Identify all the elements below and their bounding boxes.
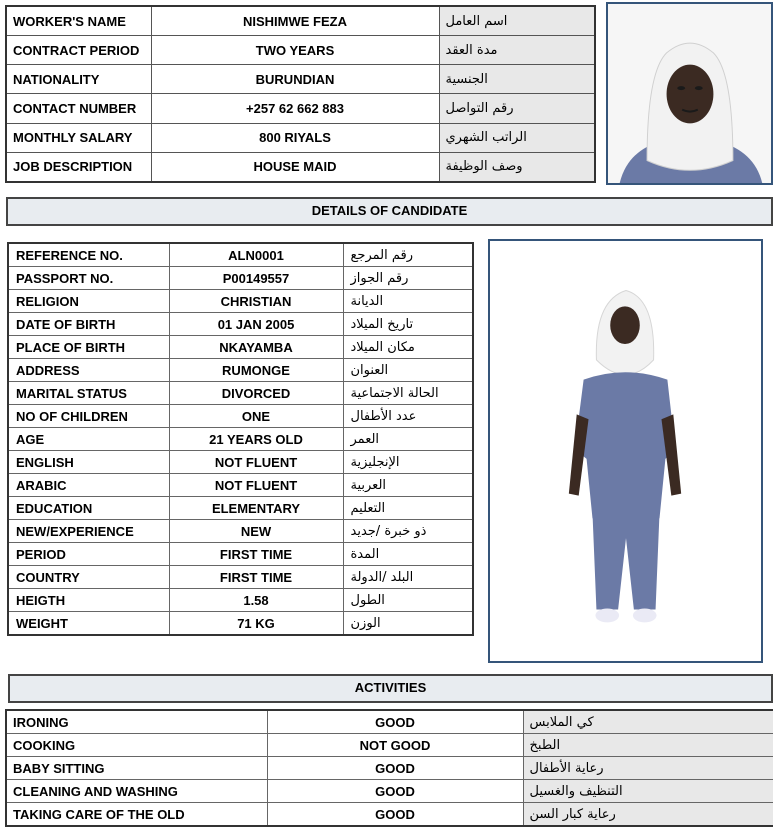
candidate-row-value: 71 KG — [169, 612, 343, 636]
activity-row — [6, 757, 773, 780]
candidate-row — [8, 336, 473, 359]
candidate-row-arabic-label: رقم المرجع — [343, 243, 473, 267]
candidate-row-value: NEW — [169, 520, 343, 543]
candidate-row — [8, 497, 473, 520]
candidate-row-arabic-label: العمر — [343, 428, 473, 451]
candidate-row — [8, 405, 473, 428]
candidate-row-label: PLACE OF BIRTH — [8, 336, 169, 359]
activity-row-arabic-label: الطبخ — [523, 734, 773, 757]
worker-row-value: TWO YEARS — [151, 36, 439, 65]
candidate-row-arabic-label: رقم الجواز — [343, 267, 473, 290]
worker-row-value: HOUSE MAID — [151, 152, 439, 182]
worker-row-value: 800 RIYALS — [151, 123, 439, 152]
candidate-row-label: ADDRESS — [8, 359, 169, 382]
activity-row — [6, 710, 773, 734]
candidate-row-value: ALN0001 — [169, 243, 343, 267]
candidate-row — [8, 589, 473, 612]
candidate-row-value: FIRST TIME — [169, 566, 343, 589]
candidate-row-value: ELEMENTARY — [169, 497, 343, 520]
candidate-row-value: 21 YEARS OLD — [169, 428, 343, 451]
activity-row-value: NOT GOOD — [267, 734, 523, 757]
worker-row-arabic-label: الراتب الشهري — [439, 123, 595, 152]
worker-row-arabic-label: مدة العقد — [439, 36, 595, 65]
candidate-row — [8, 267, 473, 290]
activity-row-value: GOOD — [267, 710, 523, 734]
candidate-row-label: MARITAL STATUS — [8, 382, 169, 405]
activity-row — [6, 734, 773, 757]
activities-table — [5, 709, 773, 827]
activity-row-value: GOOD — [267, 757, 523, 780]
activity-row-label: CLEANING AND WASHING — [6, 780, 267, 803]
worker-row — [6, 36, 595, 65]
candidate-row — [8, 428, 473, 451]
candidate-row-value: 01 JAN 2005 — [169, 313, 343, 336]
candidate-row-label: AGE — [8, 428, 169, 451]
worker-row-label: JOB DESCRIPTION — [6, 152, 151, 182]
candidate-row-arabic-label: البلد /الدولة — [343, 566, 473, 589]
worker-row-arabic-label: رقم التواصل — [439, 94, 595, 123]
candidate-row-arabic-label: عدد الأطفال — [343, 405, 473, 428]
candidate-row-label: NO OF CHILDREN — [8, 405, 169, 428]
worker-row-value: +257 62 662 883 — [151, 94, 439, 123]
candidate-row-label: PERIOD — [8, 543, 169, 566]
activity-row — [6, 780, 773, 803]
activity-row-value: GOOD — [267, 803, 523, 827]
candidate-row-label: ENGLISH — [8, 451, 169, 474]
activity-row-arabic-label: رعاية الأطفال — [523, 757, 773, 780]
activity-row-label: IRONING — [6, 710, 267, 734]
full-body-photo — [488, 239, 763, 663]
candidate-row-arabic-label: المدة — [343, 543, 473, 566]
worker-row-label: WORKER'S NAME — [6, 6, 151, 36]
candidate-row — [8, 359, 473, 382]
candidate-row-label: ARABIC — [8, 474, 169, 497]
activity-row-value: GOOD — [267, 780, 523, 803]
activity-row-label: COOKING — [6, 734, 267, 757]
candidate-details-table — [7, 242, 474, 636]
worker-row-label: CONTACT NUMBER — [6, 94, 151, 123]
activities-heading: ACTIVITIES — [8, 674, 773, 703]
activity-row-arabic-label: التنظيف والغسيل — [523, 780, 773, 803]
candidate-row-value: CHRISTIAN — [169, 290, 343, 313]
worker-row — [6, 152, 595, 182]
worker-row-arabic-label: اسم العامل — [439, 6, 595, 36]
worker-row — [6, 65, 595, 94]
worker-row-label: CONTRACT PERIOD — [6, 36, 151, 65]
candidate-row-value: NOT FLUENT — [169, 474, 343, 497]
worker-summary-table — [5, 5, 596, 183]
candidate-row-value: RUMONGE — [169, 359, 343, 382]
candidate-row — [8, 520, 473, 543]
worker-row — [6, 94, 595, 123]
portrait-photo — [606, 2, 773, 185]
candidate-row-arabic-label: العربية — [343, 474, 473, 497]
worker-row-arabic-label: الجنسية — [439, 65, 595, 94]
candidate-row-arabic-label: التعليم — [343, 497, 473, 520]
candidate-row-arabic-label: الإنجليزية — [343, 451, 473, 474]
candidate-row-value: ONE — [169, 405, 343, 428]
candidate-row-label: REFERENCE NO. — [8, 243, 169, 267]
worker-row — [6, 6, 595, 36]
candidate-row — [8, 382, 473, 405]
candidate-row-value: FIRST TIME — [169, 543, 343, 566]
candidate-row-value: DIVORCED — [169, 382, 343, 405]
candidate-row-label: DATE OF BIRTH — [8, 313, 169, 336]
candidate-row-arabic-label: الديانة — [343, 290, 473, 313]
candidate-row — [8, 543, 473, 566]
candidate-row — [8, 290, 473, 313]
candidate-row-arabic-label: تاريخ الميلاد — [343, 313, 473, 336]
candidate-row — [8, 243, 473, 267]
candidate-row-arabic-label: الطول — [343, 589, 473, 612]
candidate-row-label: RELIGION — [8, 290, 169, 313]
worker-row — [6, 123, 595, 152]
candidate-row-label: PASSPORT NO. — [8, 267, 169, 290]
candidate-row-arabic-label: ذو خبرة /جديد — [343, 520, 473, 543]
candidate-row-label: COUNTRY — [8, 566, 169, 589]
candidate-row — [8, 474, 473, 497]
details-of-candidate-heading: DETAILS OF CANDIDATE — [6, 197, 773, 226]
candidate-row — [8, 313, 473, 336]
candidate-row-value: NKAYAMBA — [169, 336, 343, 359]
candidate-row-label: HEIGTH — [8, 589, 169, 612]
candidate-row-arabic-label: الحالة الاجتماعية — [343, 382, 473, 405]
candidate-row-arabic-label: العنوان — [343, 359, 473, 382]
candidate-row-value: P00149557 — [169, 267, 343, 290]
activity-row-label: BABY SITTING — [6, 757, 267, 780]
candidate-row — [8, 612, 473, 636]
activity-row-arabic-label: كي الملابس — [523, 710, 773, 734]
worker-row-label: NATIONALITY — [6, 65, 151, 94]
worker-row-value: BURUNDIAN — [151, 65, 439, 94]
worker-row-label: MONTHLY SALARY — [6, 123, 151, 152]
activity-row — [6, 803, 773, 827]
candidate-row-label: NEW/EXPERIENCE — [8, 520, 169, 543]
activity-row-arabic-label: رعاية كبار السن — [523, 803, 773, 827]
candidate-row-label: WEIGHT — [8, 612, 169, 636]
worker-row-value: NISHIMWE FEZA — [151, 6, 439, 36]
candidate-row-value: 1.58 — [169, 589, 343, 612]
worker-row-arabic-label: وصف الوظيفة — [439, 152, 595, 182]
activity-row-label: TAKING CARE OF THE OLD — [6, 803, 267, 827]
candidate-row — [8, 566, 473, 589]
candidate-row — [8, 451, 473, 474]
candidate-row-label: EDUCATION — [8, 497, 169, 520]
candidate-row-arabic-label: الوزن — [343, 612, 473, 636]
candidate-row-arabic-label: مكان الميلاد — [343, 336, 473, 359]
candidate-row-value: NOT FLUENT — [169, 451, 343, 474]
